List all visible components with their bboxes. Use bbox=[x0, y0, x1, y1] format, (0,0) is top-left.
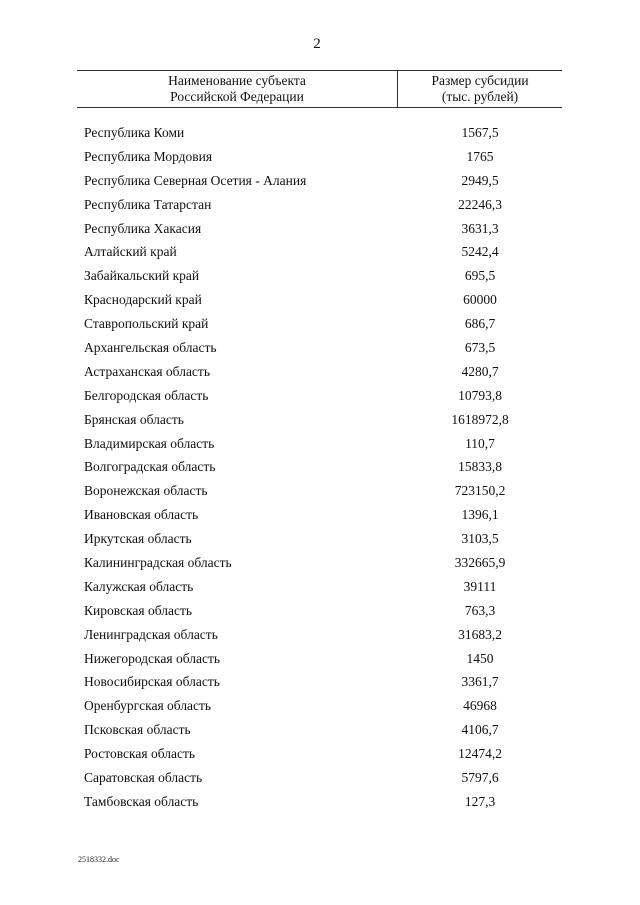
subsidy-amount: 1765 bbox=[466, 148, 494, 164]
region-name: Республика Северная Осетия - Алания bbox=[84, 172, 307, 188]
subsidy-amount: 60000 bbox=[463, 292, 497, 308]
region-name: Брянская область bbox=[84, 411, 184, 427]
region-name: Республика Мордовия bbox=[84, 148, 213, 164]
subsidy-amount: 110,7 bbox=[465, 435, 495, 451]
subsidy-amount: 3631,3 bbox=[461, 220, 499, 236]
table-row bbox=[0, 121, 640, 145]
document-file-name: 2518332.doc bbox=[78, 855, 120, 864]
region-name: Псковская область bbox=[84, 722, 191, 738]
region-name: Ленинградская область bbox=[84, 626, 218, 642]
subsidy-amount: 686,7 bbox=[464, 316, 496, 332]
table-row bbox=[0, 790, 640, 814]
region-name: Республика Коми bbox=[84, 125, 185, 140]
table-row bbox=[0, 599, 640, 623]
subsidy-amount: 1618972,8 bbox=[451, 411, 509, 427]
subsidy-amount: 3361,7 bbox=[461, 674, 499, 690]
table-row bbox=[0, 718, 640, 742]
region-name: Новосибирская область bbox=[84, 674, 220, 690]
region-name: Архангельская область bbox=[84, 340, 217, 356]
table-row bbox=[0, 527, 640, 551]
region-name: Волгоградская область bbox=[84, 459, 216, 475]
table-row bbox=[0, 360, 640, 384]
region-name: Республика Татарстан bbox=[84, 196, 212, 212]
table-row bbox=[0, 288, 640, 312]
table-row bbox=[0, 694, 640, 718]
column-header-subsidy-amount-line1: Размер субсидии bbox=[431, 73, 529, 88]
subsidy-table-body bbox=[0, 121, 640, 814]
subsidy-amount: 3103,5 bbox=[461, 531, 499, 547]
region-name: Алтайский край bbox=[84, 244, 177, 260]
table-row bbox=[0, 193, 640, 217]
region-name: Владимирская область bbox=[84, 435, 215, 451]
region-name: Ростовская область bbox=[84, 746, 195, 762]
region-name: Ивановская область bbox=[84, 507, 199, 523]
subsidy-amount: 1450 bbox=[466, 650, 494, 666]
table-row bbox=[0, 145, 640, 169]
subsidy-amount: 5797,6 bbox=[461, 770, 499, 786]
table-row bbox=[0, 240, 640, 264]
table-header bbox=[77, 70, 562, 108]
region-name: Иркутская область bbox=[84, 531, 192, 547]
subsidy-amount: 1567,5 bbox=[461, 125, 499, 140]
column-header-region-name-line1: Наименование субъекта bbox=[168, 73, 306, 88]
table-row bbox=[0, 623, 640, 647]
subsidy-amount: 332665,9 bbox=[454, 555, 506, 571]
table-row bbox=[0, 479, 640, 503]
table-row bbox=[0, 766, 640, 790]
region-name: Воронежская область bbox=[84, 483, 208, 499]
region-name: Тамбовская область bbox=[84, 793, 199, 809]
column-header-region-name bbox=[77, 73, 397, 105]
page-number: 2 bbox=[313, 36, 321, 52]
subsidy-amount: 46968 bbox=[463, 698, 497, 714]
subsidy-amount: 763,3 bbox=[464, 602, 496, 618]
column-header-region-name-line2: Российской Федерации bbox=[170, 89, 304, 104]
region-name: Республика Хакасия bbox=[84, 220, 202, 236]
table-row bbox=[0, 384, 640, 408]
table-row bbox=[0, 575, 640, 599]
subsidy-amount: 723150,2 bbox=[454, 483, 506, 499]
region-name: Саратовская область bbox=[84, 770, 203, 786]
table-row bbox=[0, 408, 640, 432]
table-row bbox=[0, 217, 640, 241]
column-header-subsidy-amount bbox=[398, 73, 562, 105]
region-name: Забайкальский край bbox=[84, 268, 200, 284]
region-name: Нижегородская область bbox=[84, 650, 221, 666]
region-name: Оренбургская область bbox=[84, 698, 212, 714]
subsidy-amount: 15833,8 bbox=[458, 459, 502, 475]
column-header-subsidy-amount-line2: (тыс. рублей) bbox=[441, 89, 519, 104]
subsidy-amount: 31683,2 bbox=[458, 626, 502, 642]
subsidy-amount: 22246,3 bbox=[458, 196, 502, 212]
region-name: Калининградская область bbox=[84, 555, 232, 571]
region-name: Белгородская область bbox=[84, 387, 209, 403]
subsidy-amount: 2949,5 bbox=[461, 172, 499, 188]
subsidy-amount: 39111 bbox=[463, 578, 497, 594]
table-row bbox=[0, 169, 640, 193]
subsidy-amount: 5242,4 bbox=[461, 244, 499, 260]
table-row bbox=[0, 455, 640, 479]
table-row bbox=[0, 432, 640, 456]
subsidy-amount: 12474,2 bbox=[458, 746, 502, 762]
table-row bbox=[0, 742, 640, 766]
subsidy-amount: 695,5 bbox=[464, 268, 496, 284]
table-row bbox=[0, 647, 640, 671]
table-row bbox=[0, 336, 640, 360]
subsidy-amount: 10793,8 bbox=[458, 387, 502, 403]
region-name: Кировская область bbox=[84, 602, 193, 618]
subsidy-amount: 1396,1 bbox=[461, 507, 499, 523]
region-name: Ставропольский край bbox=[84, 316, 209, 332]
subsidy-amount: 4106,7 bbox=[461, 722, 499, 738]
region-name: Калужская область bbox=[84, 578, 194, 594]
table-row bbox=[0, 551, 640, 575]
subsidy-amount: 673,5 bbox=[464, 340, 496, 356]
region-name: Астраханская область bbox=[84, 363, 210, 379]
region-name: Краснодарский край bbox=[84, 292, 202, 308]
table-row bbox=[0, 503, 640, 527]
table-row bbox=[0, 670, 640, 694]
table-row bbox=[0, 264, 640, 288]
table-row bbox=[0, 312, 640, 336]
subsidy-amount: 4280,7 bbox=[461, 363, 499, 379]
subsidy-amount: 127,3 bbox=[464, 793, 496, 809]
